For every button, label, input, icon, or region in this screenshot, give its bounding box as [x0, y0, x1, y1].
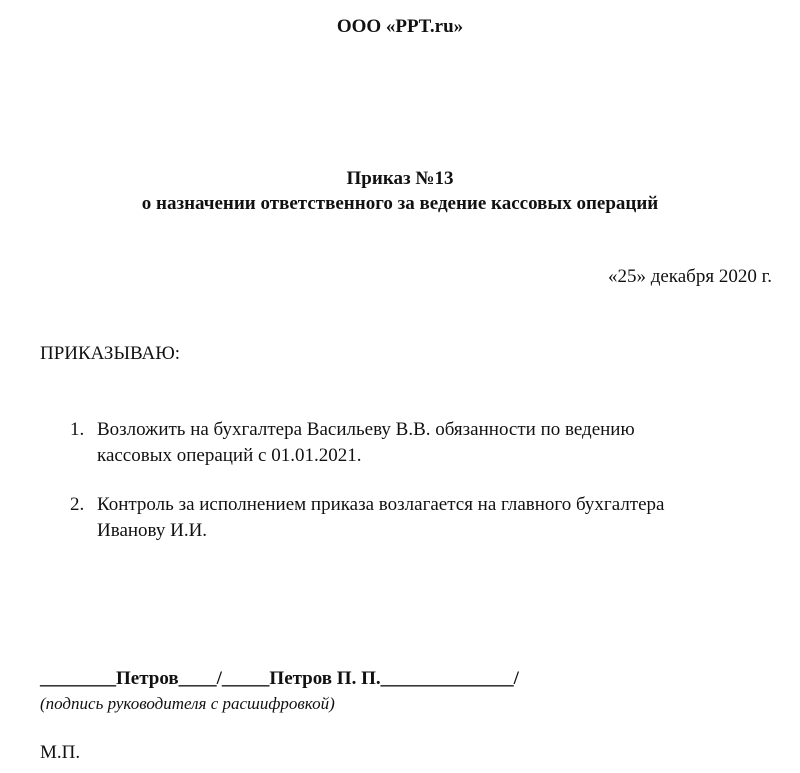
order-heading: ПРИКАЗЫВАЮ:: [40, 343, 181, 364]
order-date: «25» декабря 2020 г.: [607, 266, 772, 287]
order-item-text: [97, 492, 770, 544]
order-subtitle: о назначении ответственного за ведение кассовых операций: [141, 193, 659, 214]
order-item-number: 2.: [70, 494, 85, 515]
order-title: Приказ №13: [346, 168, 454, 189]
organization-name: ООО «PPT.ru»: [336, 16, 464, 37]
order-item-number: 1.: [70, 419, 85, 440]
order-item-line: Контроль за исполнением приказа возлагается на главного бухгалтера: [97, 494, 665, 515]
order-item-text: [97, 417, 770, 469]
order-item-line: кассовых операций с 01.01.2021.: [97, 445, 362, 466]
order-item: [70, 417, 770, 469]
order-item: [70, 492, 770, 544]
order-item-line: Иванову И.И.: [97, 520, 208, 541]
order-item-line: Возложить на бухгалтера Васильеву В.В. обязанности по ведению: [97, 419, 635, 440]
signature-line: ________Петров____/_____Петров П. П.______________/: [40, 668, 519, 689]
signature-caption: (подпись руководителя с расшифровкой): [40, 694, 335, 713]
stamp-place: М.П.: [40, 742, 81, 763]
